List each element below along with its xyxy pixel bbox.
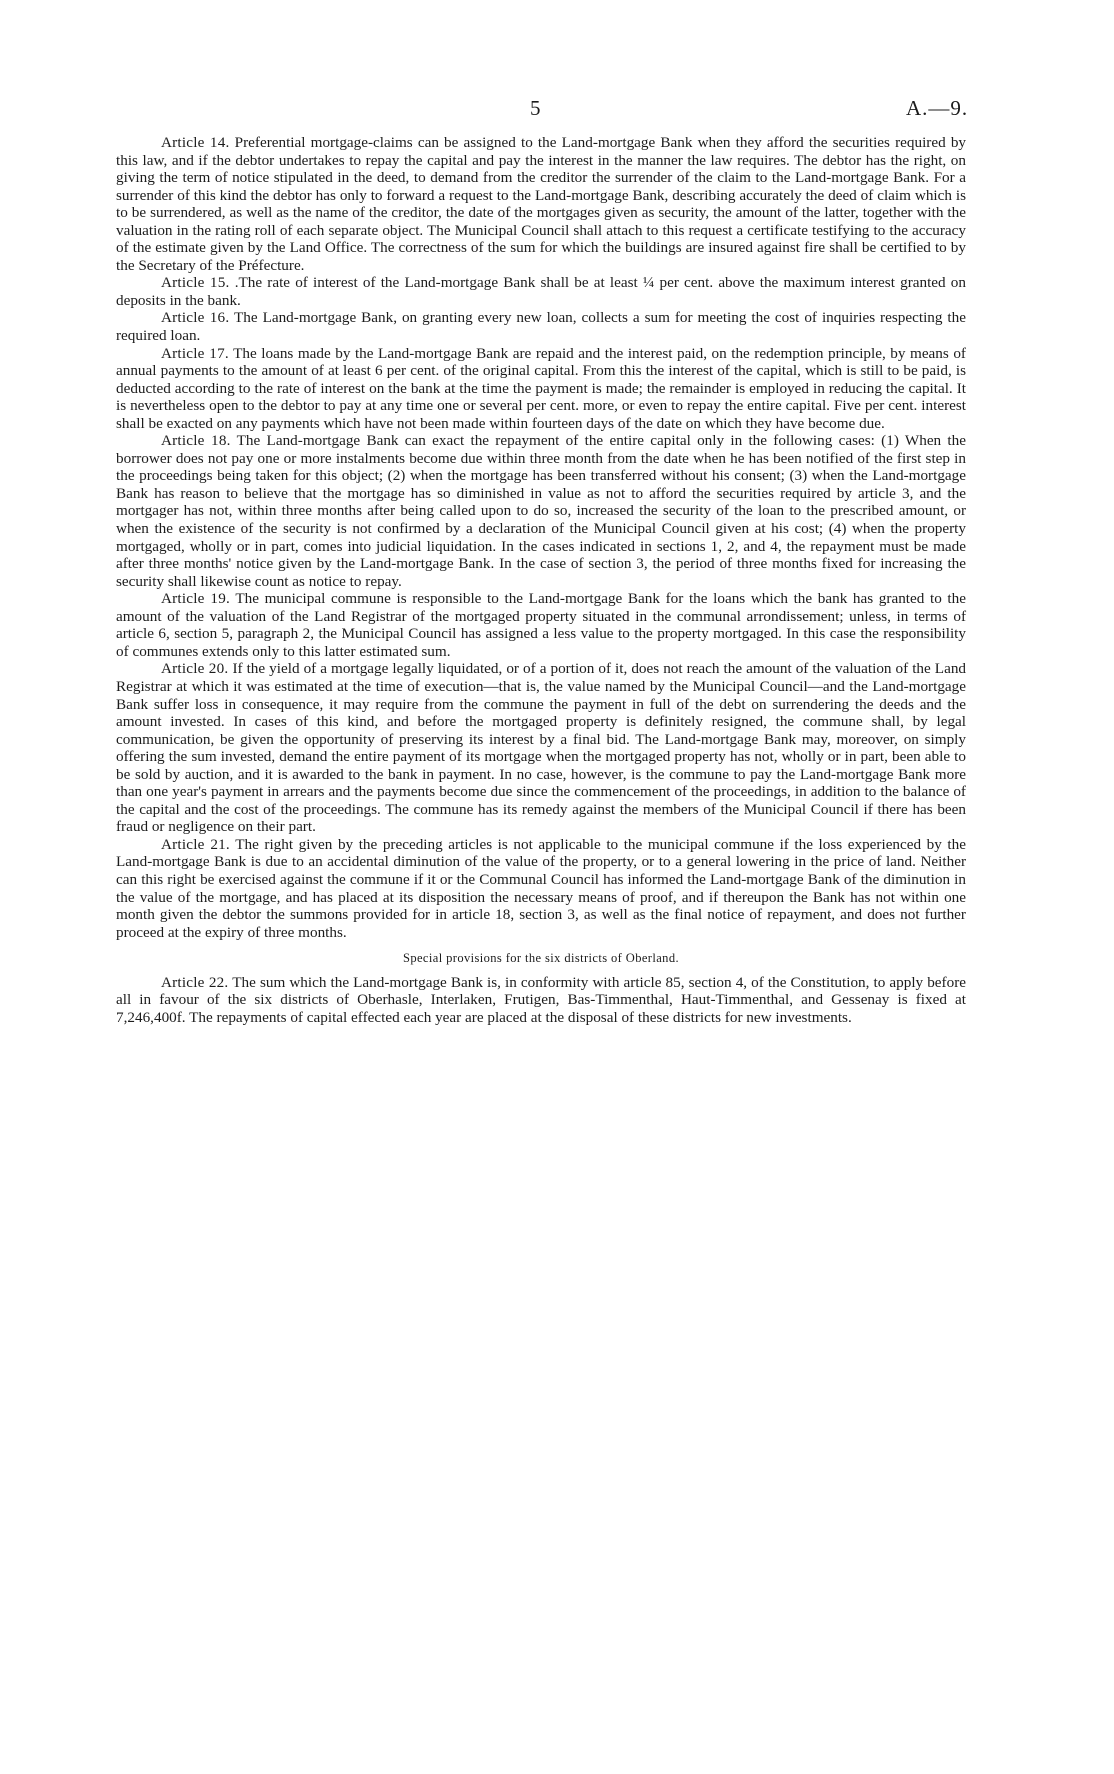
article-number: Article 16. [161,309,230,327]
article-text: .The rate of interest of the Land-mortgage Bank shall be at least ¼ per cent. above the maximum interest granted on deposits in the bank. [116,274,966,309]
article-text: If the yield of a mortgage legally liquidated, or of a portion of it, does not reach the amount of the valuation of the Land Registrar at which it was estimated at the time of execution—that is, the value named by the Municipal Council—and the Land-mortgage Bank suffer loss in consequence, it may require from the commune the payment in full of the debt on surrendering the deeds and the amount invested. In cases of this kind, and before the mortgaged property is definitely resigned, the commune shall, by legal communication, be given the opportunity of preserving its interest by a final bid. The Land-mortgage Bank may, moreover, on simply offering the sum invested, demand the entire payment of its mortgage when the mortgaged property has not, wholly or in part, been able to be sold by auction, and it is awarded to the bank in payment. In no case, however, is the commune to pay the Land-mortgage Bank more than one year's payment in arrears and the payments become due since the commencement of the proceedings, in addition to the balance of the capital and the cost of the proceedings. The commune has its remedy against the members of the Municipal Council if there has been fraud or negligence on their part. [116,660,967,836]
article-number: Article 19. [161,590,230,608]
article-number: Article 22. [161,973,229,991]
article-15 [116,274,966,309]
page-header [0,96,1114,126]
article-22 [116,974,966,1027]
page-number: 5 [530,96,542,120]
article-text: The Land-mortgage Bank, on granting every new loan, collects a sum for meeting the cost of inquiries respecting the required loan. [116,309,966,345]
article-19 [116,590,966,660]
article-number: Article 15. [161,274,230,292]
section-heading: Special provisions for the six districts of Oberland. [402,951,679,966]
article-number: Article 20. [161,660,229,678]
article-number: Article 18. [161,432,231,450]
article-text: The sum which the Land-mortgage Bank is, in conformity with article 85, section 4, of the Constitution, to apply before all in favour of the six districts of Oberhasle, Interlaken, Frutigen, Bas-Timmenthal, Haut-Timmenthal, and Gessenay is fixed at 7,246,400f. The repayments of capital effected each year are placed at the disposal of these districts for new investments. [116,973,967,1026]
article-text: Preferential mortgage-claims can be assigned to the Land-mortgage Bank when they afford the securities required by this law, and if the debtor undertakes to repay the capital and pay the interest in the manner the law requires. The debtor has the right, on giving the term of notice stipulated in the deed, to demand from the creditor the surrender of the claim to the Land-mortgage Bank. For a surrender of this kind the debtor has only to forward a request to the Land-mortgage Bank, describing accurately the deed of claim which is to be surrendered, as well as the name of the creditor, the date of the mortgages given as security, the amount of the latter, together with the valuation in the rating roll of each separate object. The Municipal Council shall attach to this request a certificate testifying to the accuracy of the estimate given by the Land Office. The correctness of the sum for which the buildings are insured against fire shall be certified to by the Secretary of the Préfecture. [116,134,967,274]
article-number: Article 17. [161,344,229,362]
article-text: The municipal commune is responsible to the Land-mortgage Bank for the loans which the bank has granted to the amount of the valuation of the Land Registrar of the mortgaged property situated in the communal arrondissement; unless, in terms of article 6, section 5, paragraph 2, the Municipal Council has assigned a less value to the property mortgaged. In this case the responsibility of communes extends only to this latter estimated sum. [116,590,966,660]
article-21 [116,836,966,941]
article-text: The right given by the preceding articles is not applicable to the municipal commune if the loss experienced by the Land-mortgage Bank is due to an accidental diminution of the value of the property, or to a general lowering in the price of land. Neither can this right be exercised against the commune if it or the Communal Council has informed the Land-mortgage Bank of the diminution in the value of the mortgage, and has placed at its disposition the necessary means of proof, and if thereupon the Bank has not within one month given the debtor the summons provided for in article 18, section 3, as well as the final notice of repayment, and does not further proceed at the expiry of three months. [116,835,966,941]
article-18 [116,432,966,590]
article-number: Article 14. [161,134,230,151]
article-17 [116,345,966,433]
article-text: The Land-mortgage Bank can exact the repayment of the entire capital only in the following cases: (1) When the borrower does not pay one or more instalments become due within three month from the date when he has been notified of the first step in the proceedings being taken for this object; (2) when the mortgage has been transferred without his consent; (3) when the Land-mortgage Bank has reason to believe that the mortgage has so diminished in value as not to afford the securities required by article 3, and the mortgager has not, within three months after being called upon to do so, increased the security of the loan to the prescribed amount, or when the existence of the security is not confirmed by a declaration of the Municipal Council given at his cost; (4) when the property mortgaged, wholly or in part, comes into judicial liquidation. In the cases indicated in sections 1, 2, and 4, the repayment must be made after three months' notice given by the Land-mortgage Bank. In the case of section 3, the period of three months fixed for increasing the security shall likewise count as notice to repay. [116,432,966,590]
article-16 [116,309,966,344]
article-number: Article 21. [161,835,230,853]
body-text [116,134,966,1026]
document-reference: A.—9. [906,96,969,120]
article-14 [116,134,966,274]
article-20 [116,660,966,835]
article-text: The loans made by the Land-mortgage Bank are repaid and the interest paid, on the redemption principle, by means of annual payments to the amount of at least 6 per cent. of the original capital. From this the interest of the capital, which is still to be paid, is deducted according to the rate of interest on the bank at the time the payment is made; the remainder is employed in reducing the capital. It is nevertheless open to the debtor to pay at any time one or several per cent. more, or even to repay the entire capital. Five per cent. interest shall be exacted on any payments which have not been made within fourteen days of the date on which they have become due. [116,344,966,432]
